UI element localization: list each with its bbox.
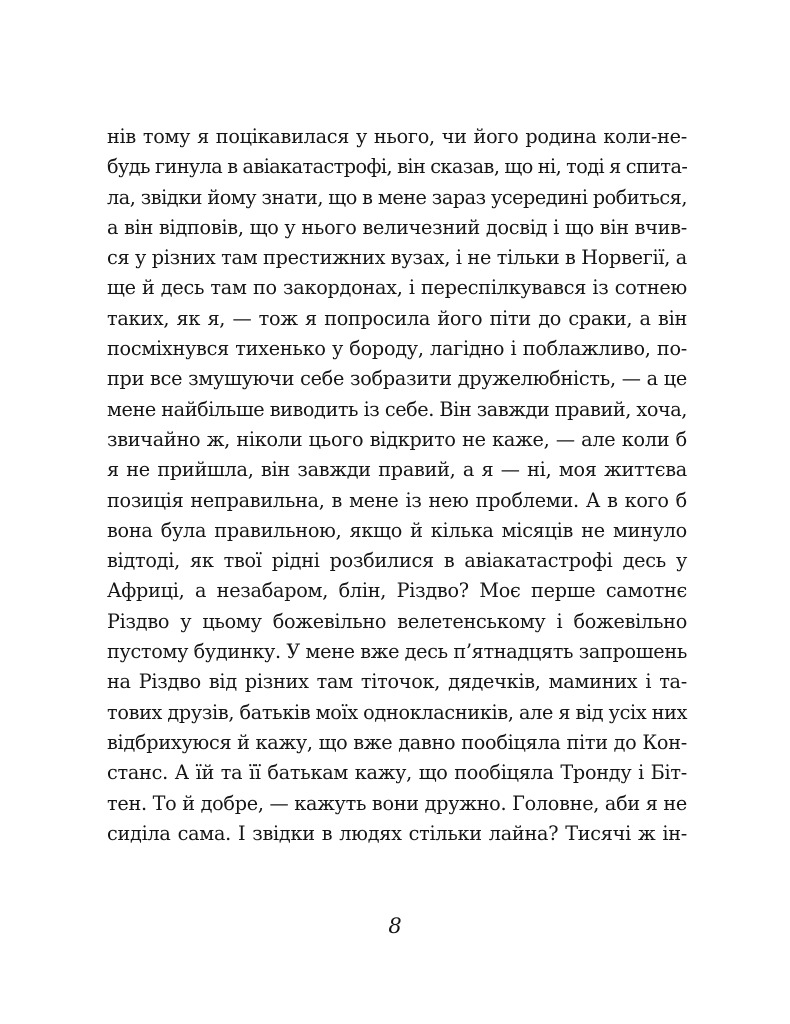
text-line: таких, як я, — тож я попросила його піти до сраки, а він (107, 306, 687, 330)
text-line: на Різдво від різних там тіточок, дядечків, маминих і та- (107, 670, 687, 694)
text-line: відтоді, як твої рідні розбилися в авіакатастрофі десь у (107, 549, 687, 573)
text-line: станс. А їй та її батькам кажу, що пообіцяла Тронду і Біт- (107, 761, 687, 785)
text-line: тен. То й добре, — кажуть вони дружно. Головне, аби я не (107, 791, 687, 815)
page-number: 8 (388, 914, 402, 938)
text-line: нів тому я поцікавилася у нього, чи його родина коли-не- (107, 125, 687, 148)
text-line: пустому будинку. У мене вже десь п’ятнадцять запрошень (107, 640, 687, 664)
text-line: сиділа сама. І звідки в людях стільки лайна? Тисячі ж ін- (107, 821, 687, 845)
text-line: позиція неправильна, в мене із нею проблеми. А в кого б (107, 488, 687, 512)
text-line: тових друзів, батьків моїх однокласників, але я від усіх них (107, 700, 688, 724)
text-line: при все змушуючи себе зобразити дружелюбність, — а це (107, 367, 687, 391)
text-line: вона була правильною, якщо й кілька місяців не минуло (107, 518, 687, 542)
text-line: Африці, а незабаром, блін, Різдво? Моє перше самотнє (107, 579, 687, 603)
text-line: посміхнувся тихенько у бороду, лагідно і поблажливо, по- (107, 337, 687, 361)
text-line: ла, звідки йому знати, що в мене зараз усередині робиться, (107, 185, 687, 209)
text-line: відбрихуюся й кажу, що вже давно пообіцяла піти до Кон- (107, 730, 687, 754)
body-text (107, 122, 687, 849)
text-line: звичайно ж, ніколи цього відкрито не каже, — але коли б (107, 427, 687, 451)
text-line: ся у різних там престижних вузах, і не тільки в Норвегії, а (107, 246, 687, 270)
text-line: ще й десь там по закордонах, і переспілкувався із сотнею (107, 276, 687, 300)
text-line: я не прийшла, він завжди правий, а я — ні, моя життєва (107, 458, 687, 482)
text-line: мене найбільше виводить із себе. Він завжди правий, хоча, (107, 397, 687, 421)
text-line: будь гинула в авіакатастрофі, він сказав, що ні, тоді я спита- (107, 155, 688, 179)
text-line: а він відповів, що у нього величезний досвід і що він вчив- (107, 215, 687, 239)
text-line: Різдво у цьому божевільно велетенському і божевільно (107, 609, 687, 633)
